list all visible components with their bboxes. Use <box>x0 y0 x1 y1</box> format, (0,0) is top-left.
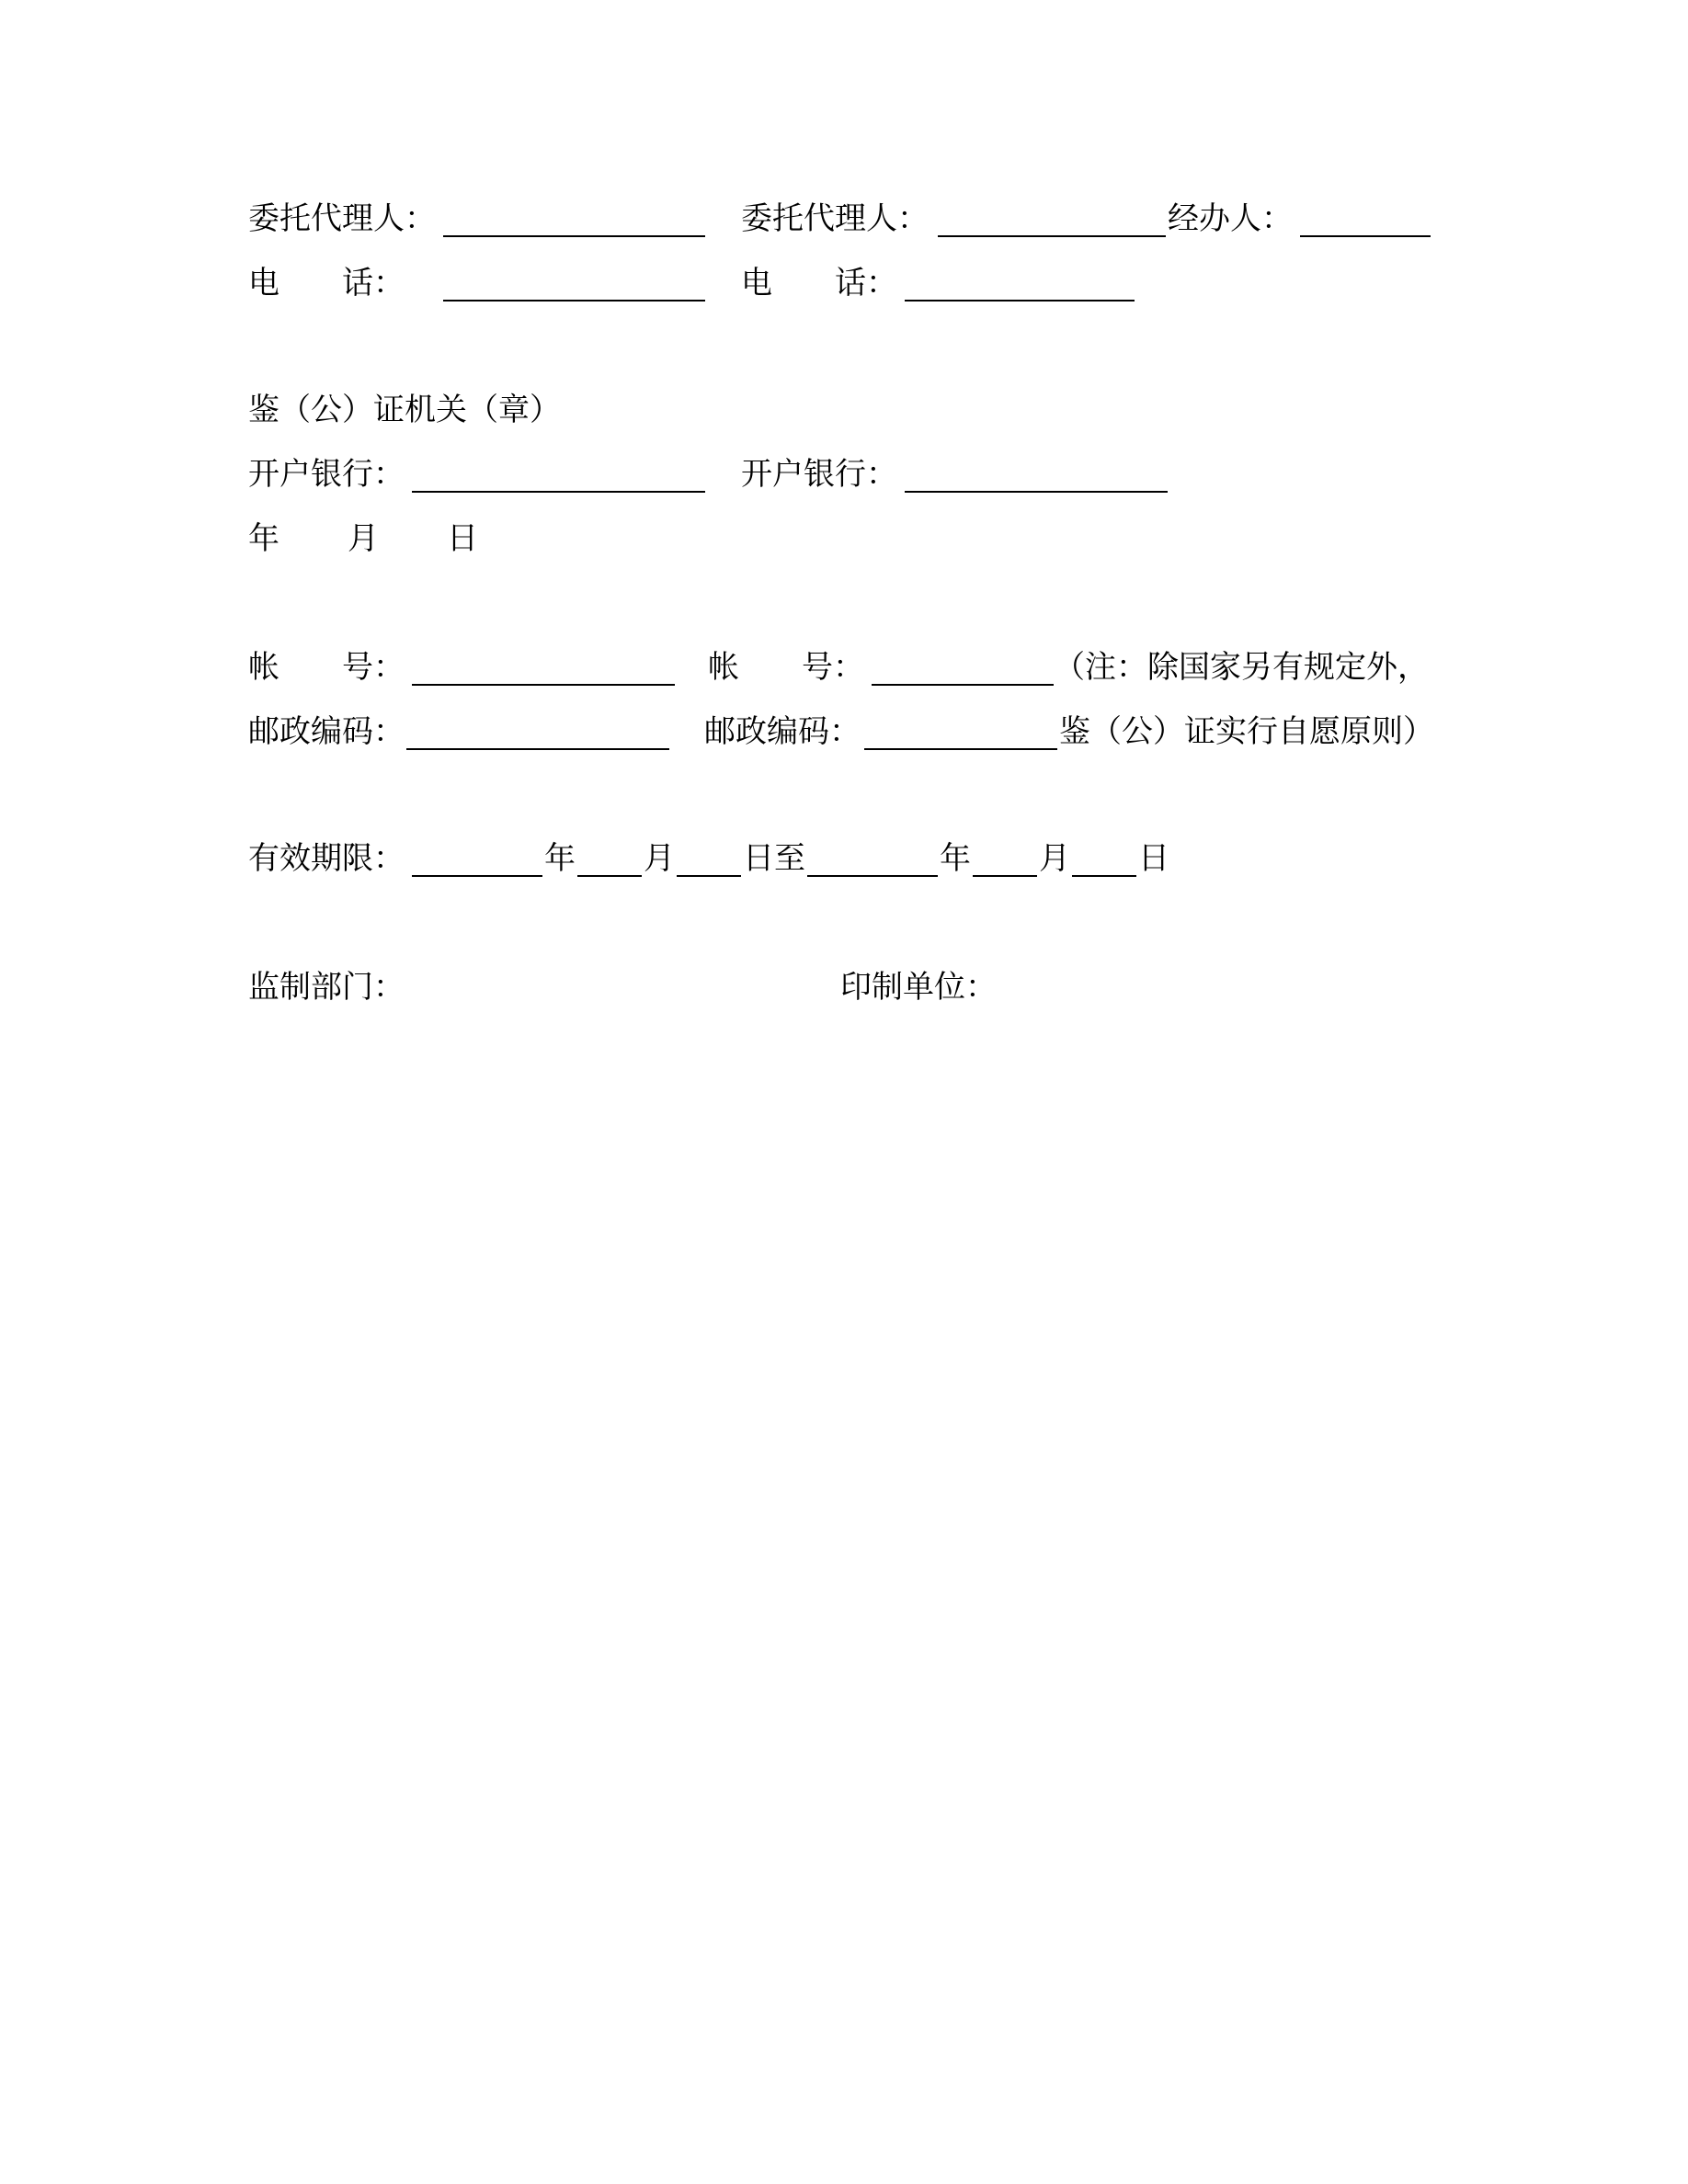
postal2-field[interactable] <box>864 748 1057 750</box>
account1-label: 帐 号： <box>248 649 405 686</box>
notary-seal-line <box>248 388 800 432</box>
note-part2: 鉴（公）证实行自愿原则） <box>1059 713 1434 750</box>
footer-line <box>248 965 1260 1009</box>
validity-year1-field[interactable] <box>412 875 542 877</box>
row-banks <box>248 452 1443 496</box>
validity-line <box>248 836 1260 881</box>
row-phones <box>248 261 1443 305</box>
notary-seal-label: 鉴（公）证机关（章） <box>248 392 561 428</box>
date-day: 日 <box>447 520 478 557</box>
bank1-label: 开户银行： <box>248 456 405 493</box>
date-line <box>248 517 800 561</box>
validity-year2-field[interactable] <box>807 875 938 877</box>
postal1-field[interactable] <box>406 748 669 750</box>
account2-label: 帐 号： <box>708 649 864 686</box>
validity-month1: 月 <box>644 840 675 877</box>
validity-day2-field[interactable] <box>1072 875 1136 877</box>
handler-label: 经办人： <box>1168 200 1293 237</box>
agent2-field[interactable] <box>938 235 1166 237</box>
agent2-label: 委托代理人： <box>741 200 929 237</box>
date-year: 年 <box>248 520 279 557</box>
postal2-label: 邮政编码： <box>704 713 861 750</box>
validity-month2: 月 <box>1039 840 1070 877</box>
validity-day1-field[interactable] <box>677 875 741 877</box>
printer-label: 印制单位： <box>840 969 997 1006</box>
note-part1: （注：除国家另有规定外， <box>1054 649 1429 686</box>
phone1-label: 电 话： <box>248 265 405 301</box>
date-month: 月 <box>348 520 379 557</box>
phone2-label: 电 话： <box>741 265 897 301</box>
validity-day2: 日 <box>1138 840 1169 877</box>
row-postal <box>248 710 1443 754</box>
row-agents <box>248 197 1443 241</box>
phone1-field[interactable] <box>443 300 705 301</box>
supervisor-label: 监制部门： <box>248 969 405 1006</box>
validity-month1-field[interactable] <box>577 875 642 877</box>
bank2-field[interactable] <box>905 491 1168 493</box>
row-accounts <box>248 645 1443 689</box>
validity-label: 有效期限： <box>248 840 405 877</box>
validity-year1: 年 <box>544 840 576 877</box>
validity-day-to: 日至 <box>743 840 805 877</box>
account2-field[interactable] <box>872 684 1054 686</box>
phone2-field[interactable] <box>905 300 1135 301</box>
validity-month2-field[interactable] <box>973 875 1037 877</box>
account1-field[interactable] <box>412 684 675 686</box>
validity-year2: 年 <box>940 840 971 877</box>
bank2-label: 开户银行： <box>741 456 897 493</box>
bank1-field[interactable] <box>412 491 705 493</box>
agent1-field[interactable] <box>443 235 705 237</box>
agent1-label: 委托代理人： <box>248 200 436 237</box>
postal1-label: 邮政编码： <box>248 713 405 750</box>
handler-field[interactable] <box>1300 235 1431 237</box>
